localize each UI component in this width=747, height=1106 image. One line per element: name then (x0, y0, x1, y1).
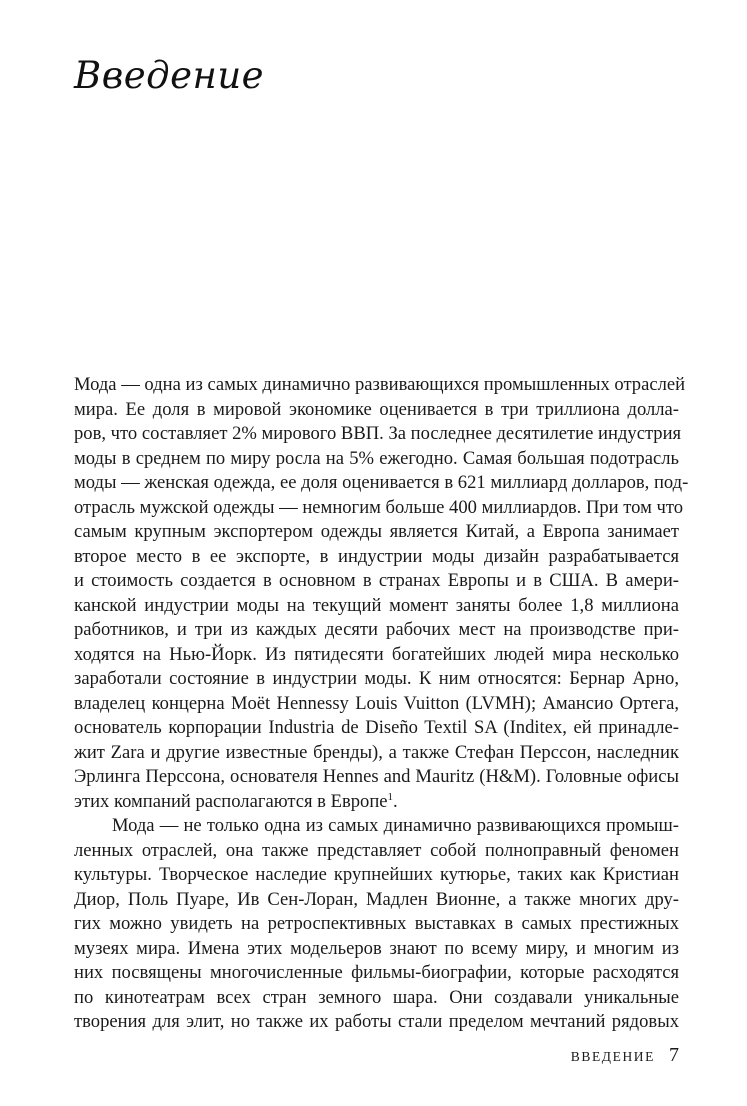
text-line: культуры. Творческое наследие крупнейших кутюрье, таких как Кристиан (74, 864, 679, 885)
text-line: владелец концерна Moët Hennessy Louis Vuitton (LVMH); Амансио Ортега, (74, 692, 679, 714)
text-line: гих можно увидеть на ретроспективных выставках в самых престижных (74, 913, 679, 934)
text-line: Диор, Поль Пуаре, Ив Сен-Лоран, Мадлен Вионне, а также многих дру- (74, 888, 679, 910)
text-line-content: этих компаний располагаются в Европе (74, 790, 388, 812)
text-line: канской индустрии моды на текущий момент заняты более 1,8 миллиона (74, 594, 679, 616)
text-line: музеях мира. Имена этих модельеров знают по всему миру, и многим из (74, 937, 679, 959)
text-line: и стоимость создается в основном в странах Европы и в США. В амери- (74, 570, 679, 591)
text-line: них посвящены многочисленные фильмы-биографии, которые расходятся (74, 962, 679, 983)
text-line: второе место в ее экспорте, в индустрии моды дизайн разрабатывается (74, 545, 679, 567)
text-line: Эрлинга Перссона, основателя Hennes and Mauritz (H&M). Головные офисы (74, 766, 679, 787)
text-line: самым крупным экспортером одежды является Китай, а Европа занимает (74, 521, 679, 542)
paragraph-1 (74, 373, 689, 814)
text-line: Мода — одна из самых динамично развивающихся промышленных отраслей (74, 374, 686, 395)
text-line: работников, и три из каждых десяти рабочих мест на производстве при- (74, 619, 679, 640)
running-footer (571, 1044, 679, 1067)
text-line: Мода — не только одна из самых динамично развивающихся промыш- (112, 815, 679, 836)
footnote-marker[interactable]: 1 (387, 790, 394, 803)
text-line: жит Zara и другие известные бренды), а также Стефан Перссон, наследник (74, 741, 679, 763)
chapter-title: Введение (74, 54, 265, 97)
text-line: ходятся на Нью-Йорк. Из пятидесяти богатейших людей мира несколько (74, 643, 679, 665)
text-line: основатель корпорации Industria de Diseño Textil SA (Inditex, ей принадле- (74, 717, 679, 738)
page-number: 7 (669, 1044, 679, 1066)
text-line-last (74, 790, 679, 815)
text-line: заработали состояние в индустрии моды. К ним относятся: Бернар Арно, (74, 668, 679, 689)
text-line: отрасль мужской одежды — немногим больше 400 миллиардов. При том что (74, 496, 684, 518)
text-line: творения для элит, но также их работы стали пределом мечтаний рядовых (74, 1011, 679, 1032)
text-line: мира. Ее доля в мировой экономике оценивается в три триллиона долла- (74, 398, 679, 420)
body-text (74, 373, 689, 1035)
paragraph-2 (74, 814, 679, 1035)
text-line: моды в среднем по миру росла на 5% ежегодно. Самая большая подотрасль (74, 447, 679, 469)
text-line: моды — женская одежда, ее доля оценивается в 621 миллиард долларов, под- (74, 472, 689, 493)
text-line: по кинотеатрам всех стран земного шара. Они создавали уникальные (74, 986, 679, 1008)
end-punctuation: . (393, 790, 398, 812)
running-head: ВВЕДЕНИЕ (570, 1049, 655, 1064)
text-line: ленных отраслей, она также представляет собой полноправный феномен (74, 839, 679, 861)
text-line: ров, что составляет 2% мирового ВВП. За последнее десятилетие индустрия (74, 423, 682, 444)
